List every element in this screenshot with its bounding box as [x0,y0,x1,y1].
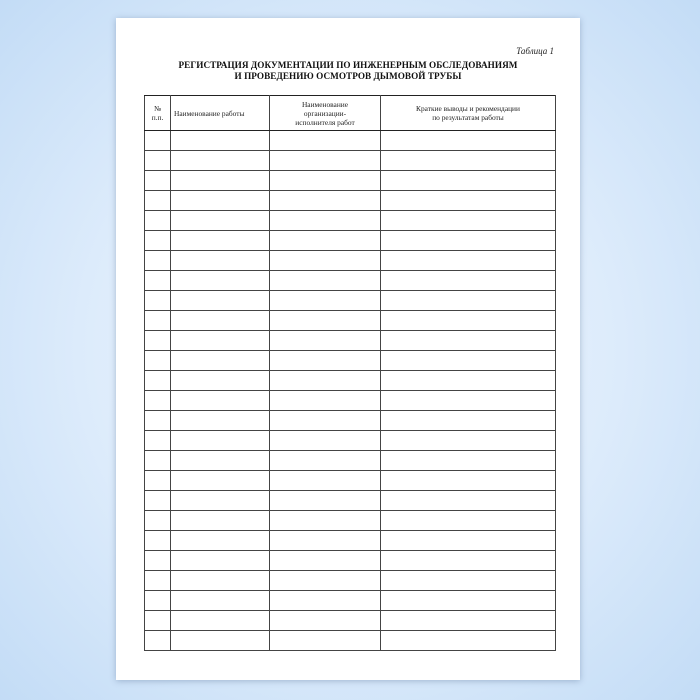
table-cell[interactable] [381,171,556,191]
header-contractor-line-1: Наименование [301,99,349,109]
table-row [145,291,556,311]
table-cell[interactable] [145,631,171,651]
document-title [116,60,580,81]
table-cell[interactable] [270,151,381,171]
table-cell[interactable] [270,471,381,491]
table-cell[interactable] [270,131,381,151]
table-cell[interactable] [381,451,556,471]
table-cell[interactable] [270,631,381,651]
table-row [145,231,556,251]
table-cell[interactable] [381,331,556,351]
table-cell[interactable] [171,311,270,331]
table-row [145,171,556,191]
table-cell[interactable] [381,531,556,551]
table-cell[interactable] [145,311,171,331]
table-cell[interactable] [145,591,171,611]
table-cell[interactable] [171,451,270,471]
table-cell[interactable] [171,231,270,251]
table-cell[interactable] [381,471,556,491]
table-cell[interactable] [145,291,171,311]
table-row [145,511,556,531]
table-cell[interactable] [171,471,270,491]
table-number-label: Таблица 1 [516,46,554,56]
table-cell[interactable] [171,391,270,411]
table-row [145,411,556,431]
table-cell[interactable] [145,431,171,451]
table-row [145,351,556,371]
table-cell[interactable] [145,251,171,271]
table-row [145,151,556,171]
table-cell[interactable] [171,251,270,271]
table-cell[interactable] [381,511,556,531]
table-row [145,371,556,391]
table-cell[interactable] [145,271,171,291]
table-row [145,491,556,511]
table-cell[interactable] [381,251,556,271]
table-cell[interactable] [171,531,270,551]
table-cell[interactable] [145,451,171,471]
table-cell[interactable] [145,131,171,151]
table-row [145,551,556,571]
table-cell[interactable] [171,351,270,371]
header-item-number-line-2: п.п. [151,113,164,122]
header-conclusions [381,96,556,131]
table-cell[interactable] [270,571,381,591]
header-conclusions-line-2: по результатам работы [432,113,504,122]
table-cell[interactable] [381,191,556,211]
table-cell[interactable] [381,411,556,431]
table-cell[interactable] [270,351,381,371]
table-cell[interactable] [270,211,381,231]
table-cell[interactable] [145,571,171,591]
table-cell[interactable] [171,431,270,451]
table-cell[interactable] [270,251,381,271]
table-cell[interactable] [145,211,171,231]
table-row [145,391,556,411]
header-work-name [171,96,270,131]
table-cell[interactable] [270,411,381,431]
table-cell[interactable] [171,611,270,631]
table-cell[interactable] [270,511,381,531]
table-row [145,191,556,211]
table-row [145,271,556,291]
table-cell[interactable] [145,151,171,171]
table-cell[interactable] [270,451,381,471]
table-cell[interactable] [381,371,556,391]
registration-table [144,95,556,651]
table-cell[interactable] [145,491,171,511]
document-page [116,18,580,680]
table-cell[interactable] [171,491,270,511]
table-cell[interactable] [270,531,381,551]
table-row [145,531,556,551]
table-row [145,431,556,451]
title-line-2: И ПРОВЕДЕНИЮ ОСМОТРОВ ДЫМОВОЙ ТРУБЫ [234,70,462,81]
table-cell[interactable] [270,231,381,251]
table-cell[interactable] [171,571,270,591]
table-cell[interactable] [171,271,270,291]
table-cell[interactable] [145,371,171,391]
header-conclusions-line-1: Краткие выводы и рекомендации [416,104,520,113]
table-cell[interactable] [171,371,270,391]
table-cell[interactable] [171,511,270,531]
table-cell[interactable] [171,211,270,231]
table-row [145,631,556,651]
header-contractor-line-2: организации- [303,108,347,118]
table-cell[interactable] [145,351,171,371]
table-cell[interactable] [381,231,556,251]
table-body [145,131,556,651]
table-cell[interactable] [381,571,556,591]
table-row [145,591,556,611]
table-cell[interactable] [145,611,171,631]
table-cell[interactable] [381,631,556,651]
table-cell[interactable] [381,271,556,291]
title-line-1: РЕГИСТРАЦИЯ ДОКУМЕНТАЦИИ ПО ИНЖЕНЕРНЫМ ОБСЛЕДОВАНИЯМ [178,60,518,70]
table-cell[interactable] [381,291,556,311]
table-cell[interactable] [171,291,270,311]
table-row [145,331,556,351]
table-cell[interactable] [171,551,270,571]
table-cell[interactable] [381,131,556,151]
table-cell[interactable] [270,431,381,451]
table-row [145,571,556,591]
header-contractor-line-3: исполнителя работ [295,117,355,127]
table-cell[interactable] [171,631,270,651]
table-cell[interactable] [270,271,381,291]
table-row [145,471,556,491]
table-cell[interactable] [171,131,270,151]
table-row [145,611,556,631]
table-cell[interactable] [145,331,171,351]
header-item-number [145,96,171,131]
table-cell[interactable] [270,371,381,391]
table-cell[interactable] [381,391,556,411]
table-cell[interactable] [270,291,381,311]
table-row [145,131,556,151]
table-cell[interactable] [171,591,270,611]
table-cell[interactable] [145,231,171,251]
table-cell[interactable] [171,171,270,191]
header-item-number-line-1: № [153,104,162,113]
table-cell[interactable] [145,511,171,531]
table-cell[interactable] [270,311,381,331]
table-row [145,451,556,471]
header-contractor-organization [270,96,381,131]
table-header-row [145,96,556,131]
table-cell[interactable] [381,591,556,611]
table-cell[interactable] [171,331,270,351]
table-cell[interactable] [381,211,556,231]
table-cell[interactable] [145,531,171,551]
table-cell[interactable] [270,611,381,631]
table-cell[interactable] [145,471,171,491]
table-cell[interactable] [381,491,556,511]
table-row [145,211,556,231]
table-cell[interactable] [270,491,381,511]
table-row [145,311,556,331]
table-cell[interactable] [381,151,556,171]
table-cell[interactable] [171,191,270,211]
table-cell[interactable] [381,611,556,631]
table-cell[interactable] [381,311,556,331]
table-cell[interactable] [145,411,171,431]
table-cell[interactable] [171,151,270,171]
table-cell[interactable] [270,391,381,411]
table-cell[interactable] [270,591,381,611]
table-cell[interactable] [145,391,171,411]
table-cell[interactable] [270,331,381,351]
table-cell[interactable] [145,191,171,211]
header-work-name-line-1: Наименование работы [174,108,245,118]
table-cell[interactable] [381,551,556,571]
table-cell[interactable] [171,411,270,431]
table-row [145,251,556,271]
table-cell[interactable] [270,191,381,211]
table-cell[interactable] [270,551,381,571]
table-cell[interactable] [145,171,171,191]
table-cell[interactable] [270,171,381,191]
table-cell[interactable] [381,431,556,451]
table-cell[interactable] [145,551,171,571]
table-cell[interactable] [381,351,556,371]
